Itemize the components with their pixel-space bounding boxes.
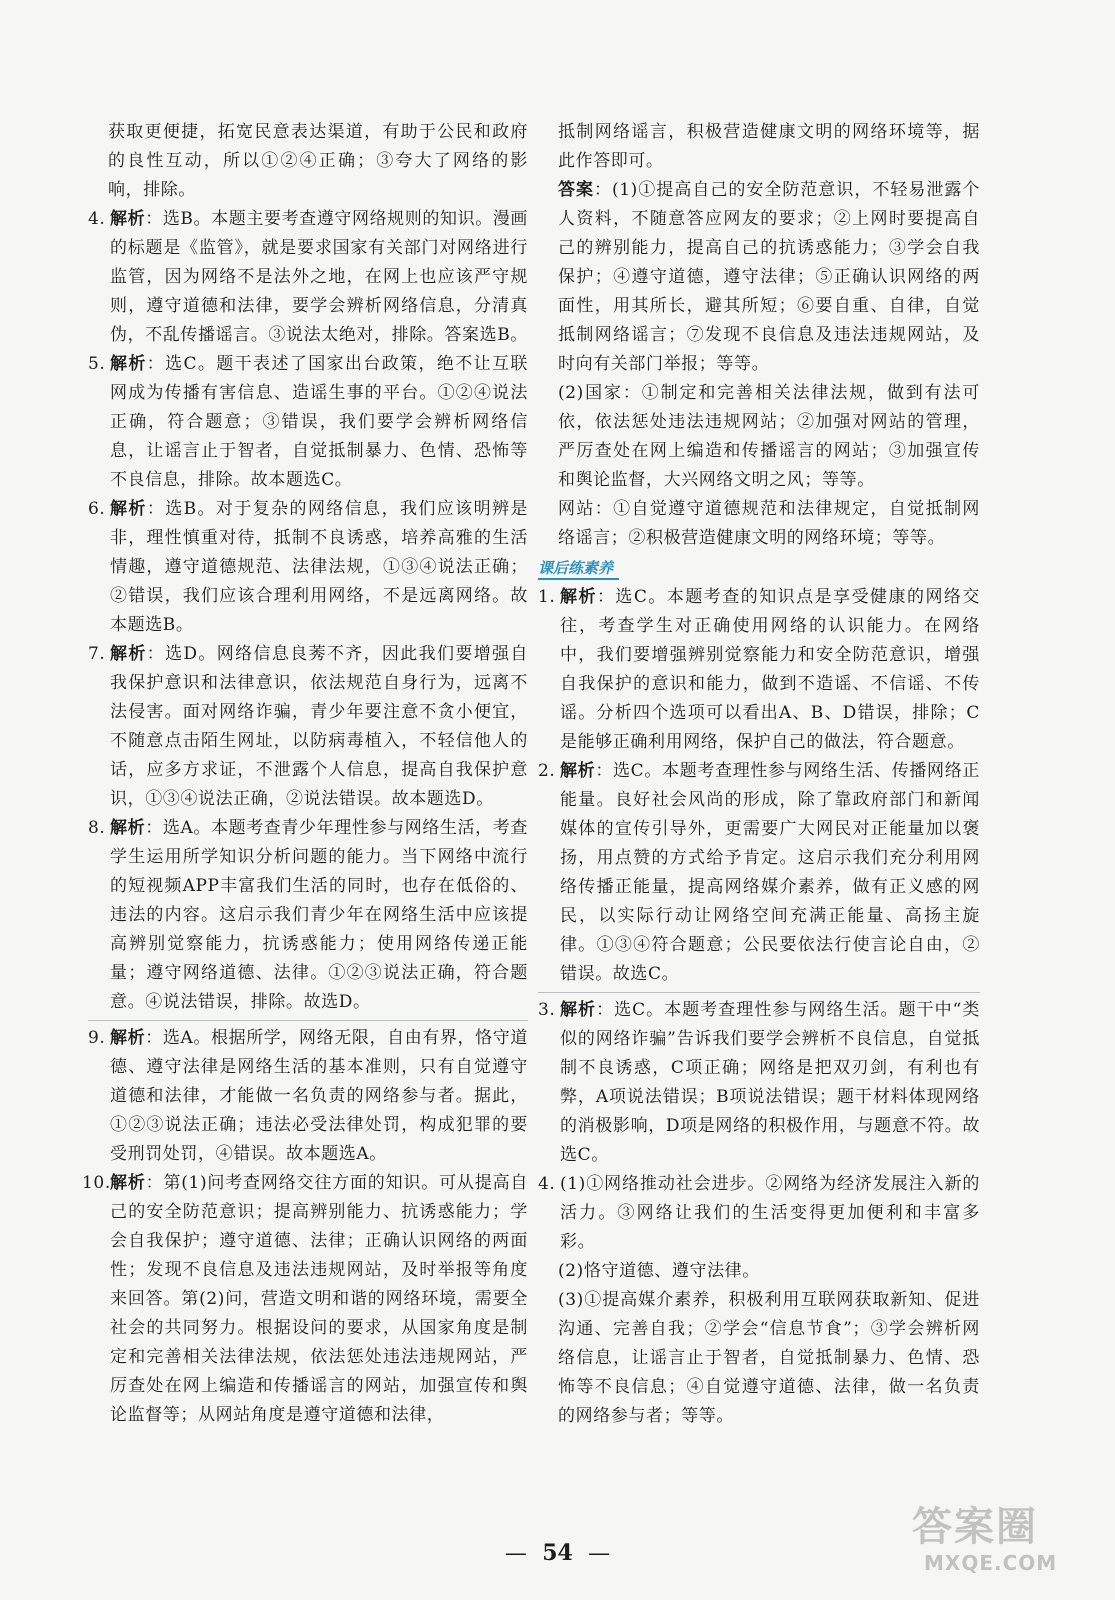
page-number-value: 54: [542, 1540, 573, 1566]
analysis-label: 解析: [110, 818, 146, 838]
item-number: 10.: [82, 1173, 111, 1193]
watermark-text: 答案圈: [912, 1504, 1038, 1550]
item-text: ：选B。对于复杂的网络信息，我们应该明辨是非，理性慎重对待，抵制不良诱惑，培养高雅的生活情趣，遵守道德规范、法律法规，①③④说法正确；②错误，我们应该合理利用网络，不是远离网络。故本题选B。: [110, 499, 528, 635]
watermark-url: MXQE.COM: [924, 1551, 1058, 1575]
section-title: 课后练素养: [538, 558, 619, 580]
analysis-label: 解析: [110, 1028, 146, 1048]
practice-item-2: [538, 757, 980, 989]
left-intro-paragraph: 获取更便捷，拓宽民意表达渠道，有助于公民和政府的良性互动，所以①②④正确；③夸大了网络的影响，排除。: [108, 122, 528, 200]
section-header: [538, 553, 980, 583]
analysis-label: 解析: [110, 1173, 146, 1193]
item-number: 8.: [88, 818, 106, 838]
answer-part-1: ：(1)①提高自己的安全防范意识，不轻易泄露个人资料，不随意答应网友的要求；②上网时要提高自己的辨别能力，提高自己的抗诱惑能力；③学会自我保护；④遵守道德，遵守法律；⑤正确认识网络的两面性，用其所长，避其所短；⑥要自重、自律，自觉抵制网络谣言；⑦发现不良信息及违法违规网站，及时向有关部门举报；等等。: [558, 180, 980, 374]
answer-item-6: [88, 495, 528, 640]
answer-item-5: [88, 350, 528, 495]
item-text: ：选D。网络信息良莠不齐，因此我们要增强自我保护意识和法律意识，依法规范自身行为，远离不法侵害。面对网络诈骗，青少年要注意不贪小便宜，不随意点击陌生网址，以防病毒植入，不轻信他人的话，应多方求证，不泄露个人信息，提高自我保护意识，①③④说法正确，②说法错误。故本题选D。: [110, 644, 529, 809]
answer-item-10: [82, 1169, 528, 1430]
divider-line: [538, 992, 980, 993]
answer-item-9: [88, 1024, 528, 1169]
analysis-label: 解析: [110, 644, 147, 664]
answer-item-7: [88, 640, 528, 814]
page-number: — 54 —: [504, 1540, 611, 1566]
analysis-label: 解析: [560, 1000, 597, 1020]
item-number: 4.: [538, 1174, 556, 1194]
item-4-part-3: (3)①提高媒介素养，积极利用互联网获取新知、促进沟通、完善自我；②学会“信息节食”；③学会辨析网络信息，让谣言止于智者，自觉抵制暴力、色情、恐怖等不良信息；④自觉遵守道德、法律，做一名负责的网络参与者；等等。: [558, 1290, 980, 1426]
item-number: 4.: [88, 209, 106, 229]
item-text: ：第(1)问考查网络交往方面的知识。可从提高自己的安全防范意识；提高辨别能力、抗诱惑能力；学会自我保护；遵守道德、法律；正确认识网络的两面性；发现不良信息及违法违规网站，及时举报等角度来回答。第(2)问，营造文明和谐的网络环境，需要全社会的共同努力。根据设问的要求，从国家角度是制定和完善相关法律法规，依法惩处违法违规网站，严厉查处在网上编造和传播谣言的网站，加强宣传和舆论监督等；从网站角度是遵守道德和法律，: [110, 1173, 528, 1425]
left-column: [82, 118, 529, 1430]
item-number: 3.: [538, 1000, 556, 1020]
item-number: 5.: [88, 354, 106, 374]
watermark-logo: [912, 1503, 1097, 1588]
item-text: ：选C。题干表述了国家出台政策，绝不让互联网成为传播有害信息、造谣生事的平台。①②④说法正确，符合题意；③错误，我们要学会辨析网络信息，让谣言止于智者，自觉抵制暴力、色情、恐怖等不良信息，排除。故本题选C。: [110, 354, 528, 490]
item-4-part-2: (2)恪守道德、遵守法律。: [558, 1261, 760, 1281]
answer-label: 答案: [558, 180, 595, 200]
divider-line: [88, 1020, 528, 1021]
answer-part-2: (2)国家：①制定和完善相关法律法规，做到有法可依，依法惩处违法违规网站；②加强对网站的管理，严厉查处在网上编造和传播谣言的网站；③加强宣传和舆论监督，大兴网络文明之风；等等。: [558, 383, 980, 490]
item-number: 7.: [88, 644, 106, 664]
analysis-label: 解析: [560, 761, 596, 781]
item-text: ：选C。本题考查理性参与网络生活、传播网络正能量。良好社会风尚的形成，除了靠政府部门和新闻媒体的宣传引导外，更需要广大网民对正能量加以褒扬，用点赞的方式给予肯定。这启示我们充分利用网络传播正能量，提高网络媒介素养，做有正义感的网民，以实际行动让网络空间充满正能量、高扬主旋律。①③④符合题意；公民要依法行使言论自由，②错误。故选C。: [560, 761, 980, 984]
practice-item-4: [538, 1170, 980, 1257]
item-text: ：选A。根据所学，网络无限，自由有界，恪守道德、遵守法律是网络生活的基本准则，只有自觉遵守道德和法律，才能做一名负责的网络参与者。据此，①②③说法正确；违法必受法律处罚，构成犯罪的要受刑罚处罚，④错误。故本题选A。: [110, 1028, 528, 1164]
answer-part-3: 网站：①自觉遵守道德规范和法律规定，自觉抵制网络谣言；②积极营造健康文明的网络环境；等等。: [558, 499, 980, 548]
right-column: [538, 118, 980, 1431]
item-text: ：选B。本题主要考查遵守网络规则的知识。漫画的标题是《监管》，就是要求国家有关部门对网络进行监管，因为网络不是法外之地，在网上也应该严守规则，遵守道德和法律，要学会辨析网络信息，分清真伪，不乱传播谣言。③说法太绝对，排除。答案选B。: [110, 209, 528, 345]
item-number: 9.: [88, 1028, 106, 1048]
item-4-part-1: (1)①网络推动社会进步。②网络为经济发展注入新的活力。③网络让我们的生活变得更加便利和丰富多彩。: [560, 1174, 980, 1252]
item-number: 2.: [538, 761, 556, 781]
practice-item-1: [538, 583, 980, 757]
analysis-label: 解析: [110, 209, 146, 229]
analysis-label: 解析: [110, 499, 147, 519]
answer-item-8: [88, 814, 528, 1017]
answer-item-4: [88, 205, 528, 350]
item-text: ：选C。本题考查的知识点是享受健康的网络交往，考查学生对正确使用网络的认识能力。在网络中，我们要增强辨别觉察能力和安全防范意识，增强自我保护的意识和能力，做到不造谣、不信谣、不传谣。分析四个选项可以看出A、B、D错误，排除；C是能够正确利用网络，保护自己的做法，符合题意。: [560, 587, 981, 752]
item-text: ：选C。本题考查理性参与网络生活。题干中“类似的网络诈骗”告诉我们要学会辨析不良信息，自觉抵制不良诱惑，C项正确；网络是把双刃剑，有利也有弊，A项说法错误；B项说法错误；题干材料体现网络的消极影响，D项是网络的积极作用，与题意不符。故选C。: [560, 1000, 980, 1165]
analysis-label: 解析: [560, 587, 597, 607]
continued-paragraph: 抵制网络谣言，积极营造健康文明的网络环境等，据此作答即可。: [558, 122, 980, 171]
practice-item-3: [538, 996, 980, 1170]
item-number: 1.: [538, 587, 556, 607]
answer-block: [538, 176, 980, 379]
analysis-label: 解析: [110, 354, 147, 374]
item-number: 6.: [88, 499, 106, 519]
item-text: ：选A。本题考查青少年理性参与网络生活，考查学生运用所学知识分析问题的能力。当下网络中流行的短视频APP丰富我们生活的同时，也存在低俗的、违法的内容。这启示我们青少年在网络生活中应该提高辨别觉察能力，抗诱惑能力；使用网络传递正能量；遵守网络道德、法律。①②③说法正确，符合题意。④说法错误，排除。故选D。: [110, 818, 528, 1012]
